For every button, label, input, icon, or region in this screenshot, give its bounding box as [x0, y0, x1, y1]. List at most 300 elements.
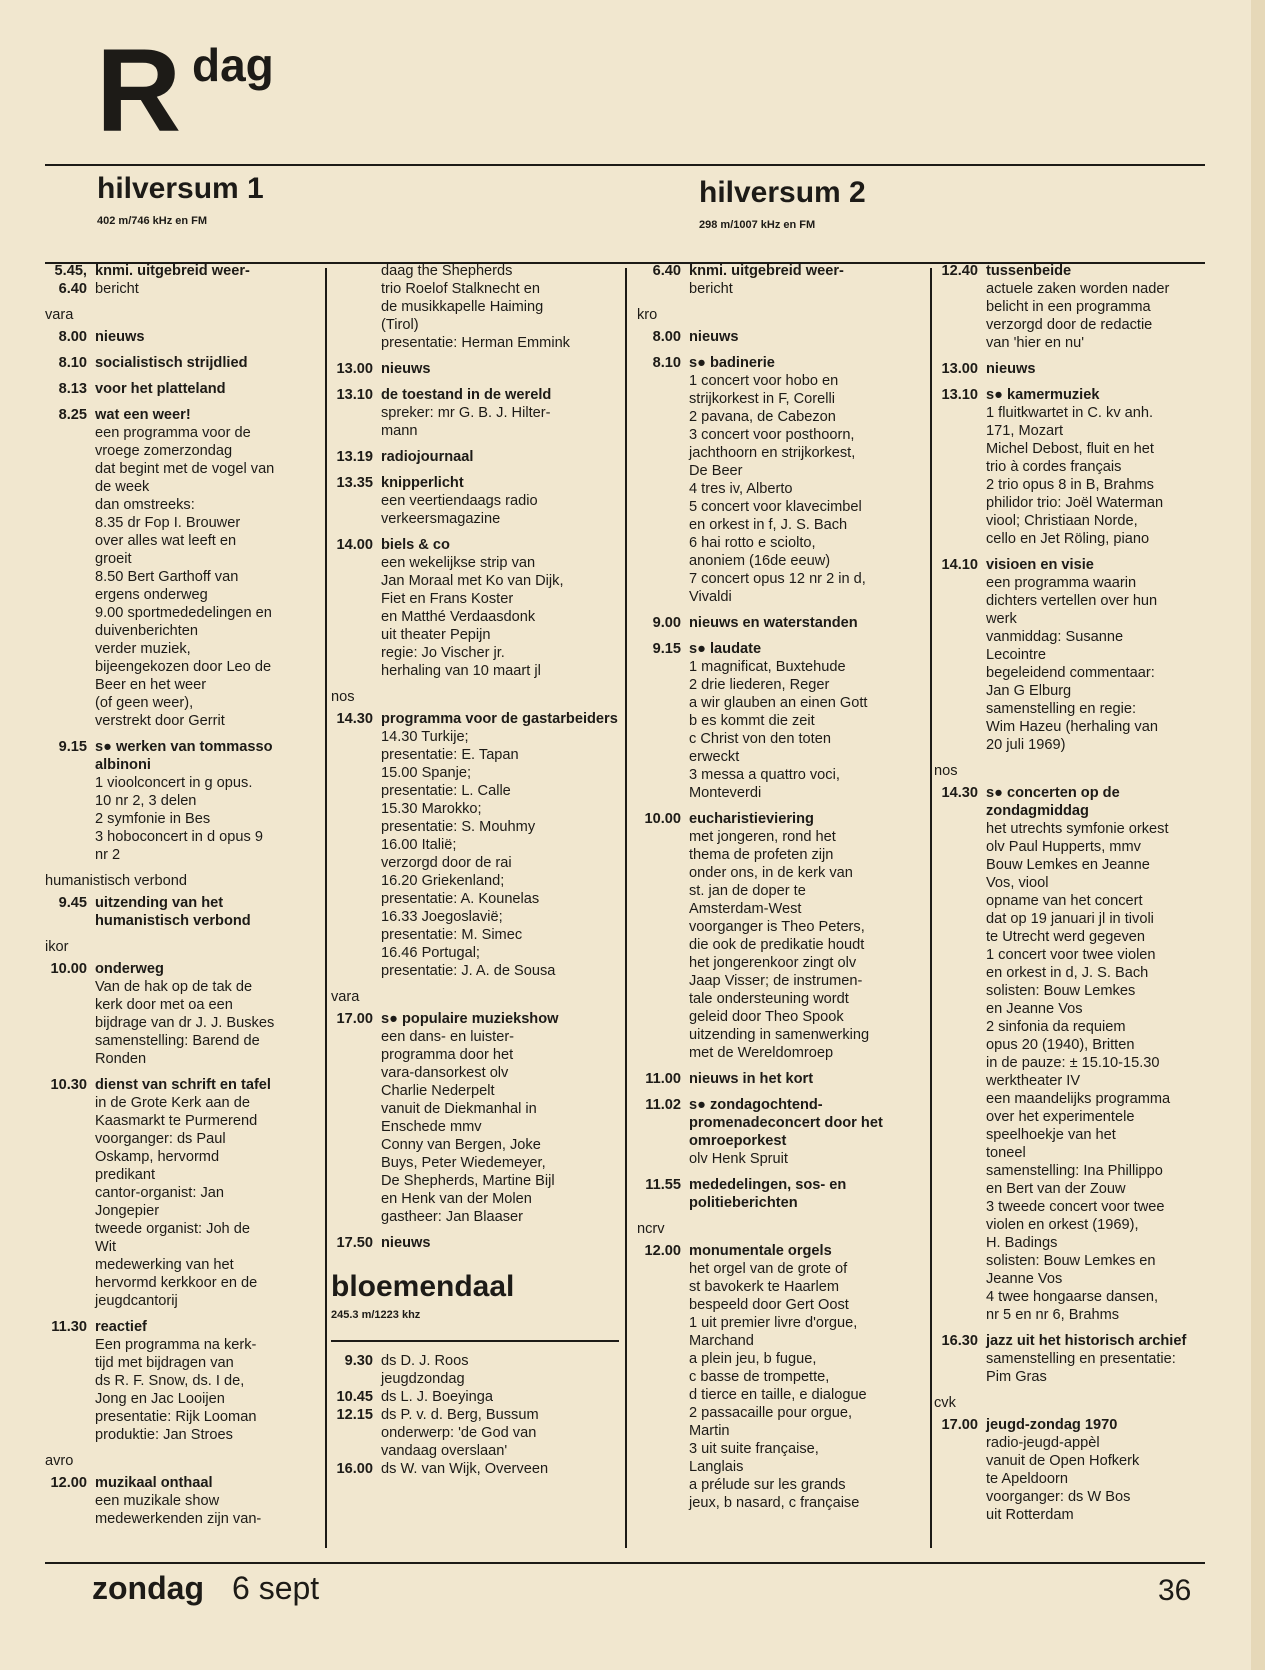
program-title: socialistisch strijdlied — [95, 355, 248, 371]
program-detail: ds W. van Wijk, Overveen — [381, 1461, 549, 1477]
program-detail: tijd met bijdragen van — [95, 1355, 234, 1371]
program-body — [681, 1176, 925, 1212]
program-entry — [331, 1234, 619, 1252]
program-body — [87, 960, 317, 1068]
program-body — [373, 536, 619, 680]
program-title: voor het platteland — [95, 381, 226, 397]
program-title: knipperlicht — [381, 475, 464, 491]
program-detail: Martin — [689, 1423, 730, 1439]
program-detail: 2 drie liederen, Reger — [689, 677, 830, 693]
program-detail: jeugdcantorij — [95, 1293, 178, 1309]
program-entry — [637, 354, 925, 606]
program-title: s● kamermuziek — [986, 387, 1100, 403]
program-detail: strijkorkest in F, Corelli — [689, 391, 835, 407]
program-body — [978, 1416, 1206, 1524]
program-detail: 16.33 Joegoslavië; — [381, 909, 503, 925]
program-body — [373, 386, 619, 440]
program-detail: verstrekt door Gerrit — [95, 713, 225, 729]
program-detail: a wir glauben an einen Gott — [689, 695, 868, 711]
program-entry — [637, 1070, 925, 1088]
program-title: monumentale orgels — [689, 1243, 832, 1259]
program-detail: 4 twee hongaarse dansen, — [986, 1289, 1159, 1305]
program-body — [373, 360, 619, 378]
program-detail: Van de hak op de tak de — [95, 979, 253, 995]
program-detail: viool; Christiaan Norde, — [986, 513, 1138, 529]
network-label: cvk — [934, 1395, 956, 1411]
program-body — [87, 738, 317, 864]
program-body — [681, 354, 925, 606]
program-detail: Jongepier — [95, 1203, 160, 1219]
program-detail: st bavokerk te Haarlem — [689, 1279, 840, 1295]
program-column-4 — [934, 262, 1206, 1532]
program-detail: ds L. J. Boeyinga — [381, 1389, 493, 1405]
program-detail: geleid door Theo Spook — [689, 1009, 844, 1025]
program-detail: presentatie: Herman Emmink — [381, 335, 570, 351]
program-entry — [934, 1416, 1206, 1524]
program-detail: jeugdzondag — [381, 1371, 465, 1387]
program-detail: voorganger is Theo Peters, — [689, 919, 865, 935]
program-detail: Kaasmarkt te Purmerend — [95, 1113, 258, 1129]
network-label: vara — [331, 989, 360, 1005]
program-detail: Bouw Lemkes en Jeanne — [986, 857, 1150, 873]
program-time — [331, 262, 373, 352]
program-detail: 8.50 Bert Garthoff van — [95, 569, 239, 585]
program-entry — [331, 262, 619, 352]
program-title: nieuws — [689, 329, 739, 345]
program-detail: 7 concert opus 12 nr 2 in d, — [689, 571, 866, 587]
program-time: 5.45, 6.40 — [54, 263, 87, 297]
program-detail: 16.00 Italië; — [381, 837, 457, 853]
program-detail: samenstelling en regie: — [986, 701, 1137, 717]
program-entry — [331, 536, 619, 680]
program-detail: van 'hier en nu' — [986, 335, 1085, 351]
program-detail: de musikkapelle Haiming — [381, 299, 544, 315]
program-detail: 15.30 Marokko; — [381, 801, 482, 817]
program-title: de toestand in de wereld — [381, 387, 552, 403]
program-time: 14.30 — [336, 711, 373, 727]
program-time: 13.19 — [336, 449, 373, 465]
program-detail: presentatie: J. A. de Sousa — [381, 963, 556, 979]
program-detail: 20 juli 1969) — [986, 737, 1066, 753]
program-detail: anoniem (16de eeuw) — [689, 553, 831, 569]
program-title: knmi. uitgebreid weer- — [689, 263, 844, 279]
program-detail: nr 2 — [95, 847, 121, 863]
program-detail: begeleidend commentaar: — [986, 665, 1155, 681]
program-body — [87, 406, 317, 730]
program-body — [681, 1242, 925, 1512]
program-detail: 10 nr 2, 3 delen — [95, 793, 197, 809]
program-detail: Jaap Visser; de instrumen- — [689, 973, 863, 989]
program-detail: en orkest in f, J. S. Bach — [689, 517, 848, 533]
program-detail: verzorgd door de rai — [381, 855, 512, 871]
program-time: 13.00 — [336, 361, 373, 377]
program-body — [373, 710, 619, 980]
program-detail: Ronden — [95, 1051, 147, 1067]
program-detail: Jan Moraal met Ko van Dijk, — [381, 573, 564, 589]
program-time: 11.55 — [645, 1177, 681, 1193]
program-body — [373, 1352, 619, 1388]
program-entry — [331, 474, 619, 528]
program-body — [978, 556, 1206, 754]
program-detail: solisten: Bouw Lemkes en — [986, 1253, 1156, 1269]
program-detail: hervormd kerkkoor en de — [95, 1275, 258, 1291]
program-detail: presentatie: Rijk Looman — [95, 1409, 257, 1425]
program-time: 8.25 — [58, 407, 87, 423]
program-body — [978, 784, 1206, 1324]
program-detail: opus 20 (1940), Britten — [986, 1037, 1135, 1053]
program-detail: Buys, Peter Wiedemeyer, — [381, 1155, 546, 1171]
program-detail: daag the Shepherds — [381, 263, 513, 279]
program-detail: (Tirol) — [381, 317, 419, 333]
program-detail: programma door het — [381, 1047, 514, 1063]
program-detail: Jong en Jac Looijen — [95, 1391, 225, 1407]
program-detail: ergens onderweg — [95, 587, 208, 603]
program-body — [681, 640, 925, 802]
program-detail: trio Roelof Stalknecht en — [381, 281, 540, 297]
program-detail: presentatie: E. Tapan — [381, 747, 519, 763]
program-detail: 1 uit premier livre d'orgue, — [689, 1315, 858, 1331]
program-title: s● laudate — [689, 641, 762, 657]
program-detail: verder muziek, — [95, 641, 191, 657]
program-detail: Marchand — [689, 1333, 754, 1349]
column-divider — [930, 268, 932, 1548]
program-detail: uitzending in samenwerking — [689, 1027, 870, 1043]
program-detail: 3 concert voor posthoorn, — [689, 427, 855, 443]
program-time: 12.00 — [644, 1243, 681, 1259]
program-detail: 2 trio opus 8 in B, Brahms — [986, 477, 1154, 493]
program-time: 9.15 — [652, 641, 681, 657]
program-detail: 2 passacaille pour orgue, — [689, 1405, 853, 1421]
program-title: eucharistieviering — [689, 811, 814, 827]
program-detail: de week — [95, 479, 150, 495]
program-time: 16.00 — [336, 1461, 373, 1477]
column-divider — [625, 268, 627, 1548]
program-detail: toneel — [986, 1145, 1026, 1161]
program-detail: bericht — [689, 281, 733, 297]
program-time: 13.10 — [941, 387, 978, 403]
program-title: uitzending van het humanistisch verbond — [95, 895, 251, 929]
page-edge — [1251, 0, 1265, 1670]
program-detail: 6 hai rotto e sciolto, — [689, 535, 816, 551]
program-body — [681, 810, 925, 1062]
program-title: tussenbeide — [986, 263, 1072, 279]
program-body — [87, 894, 317, 930]
program-detail: vanuit de Open Hofkerk — [986, 1453, 1140, 1469]
program-body — [681, 328, 925, 346]
program-detail: cello en Jet Röling, piano — [986, 531, 1150, 547]
program-detail: en Matthé Verdaasdonk — [381, 609, 536, 625]
program-detail: Lecointre — [986, 647, 1047, 663]
header-letter: R — [96, 25, 178, 157]
program-detail: een maandelijks programma — [986, 1091, 1171, 1107]
program-detail: in de pauze: ± 15.10-15.30 — [986, 1055, 1160, 1071]
program-detail: De Shepherds, Martine Bijl — [381, 1173, 555, 1189]
program-title: nieuws in het kort — [689, 1071, 814, 1087]
program-detail: presentatie: M. Simec — [381, 927, 523, 943]
program-time: 13.10 — [336, 387, 373, 403]
program-detail: samenstelling: Ina Phillippo — [986, 1163, 1163, 1179]
program-detail: cantor-organist: Jan — [95, 1185, 224, 1201]
program-entry — [331, 386, 619, 440]
program-detail: presentatie: L. Calle — [381, 783, 511, 799]
program-detail: ds P. v. d. Berg, Bussum — [381, 1407, 539, 1423]
program-time: 11.30 — [51, 1319, 87, 1335]
program-detail: vanmiddag: Susanne — [986, 629, 1124, 645]
program-detail: werk — [986, 611, 1017, 627]
program-entry — [934, 1332, 1206, 1386]
program-body — [681, 614, 925, 632]
program-column-3 — [637, 262, 925, 1520]
program-entry — [45, 738, 317, 864]
program-detail: ds R. F. Snow, ds. I de, — [95, 1373, 245, 1389]
program-detail: Amsterdam-West — [689, 901, 802, 917]
program-entry — [934, 360, 1206, 378]
program-detail: onder ons, in de kerk van — [689, 865, 853, 881]
program-title: muzikaal onthaal — [95, 1475, 213, 1491]
program-time: 10.00 — [50, 961, 87, 977]
program-detail: en orkest in d, J. S. Bach — [986, 965, 1149, 981]
program-entry — [45, 1076, 317, 1310]
program-detail: 8.35 dr Fop I. Brouwer — [95, 515, 241, 531]
program-detail: die ook de predikatie houdt — [689, 937, 865, 953]
program-detail: jachthoorn en strijkorkest, — [689, 445, 856, 461]
network-label: avro — [45, 1453, 74, 1469]
program-detail: uit theater Pepijn — [381, 627, 491, 643]
program-detail: te Apeldoorn — [986, 1471, 1068, 1487]
program-entry — [637, 614, 925, 632]
network-label: vara — [45, 307, 74, 323]
program-detail: met jongeren, rond het — [689, 829, 836, 845]
program-detail: presentatie: A. Kounelas — [381, 891, 540, 907]
program-title: programma voor de gastarbeiders — [381, 711, 618, 727]
program-time: 8.00 — [652, 329, 681, 345]
program-detail: verzorgd door de redactie — [986, 317, 1153, 333]
program-detail: spreker: mr G. B. J. Hilter- — [381, 405, 551, 421]
program-time: 9.45 — [58, 895, 87, 911]
program-title: radiojournaal — [381, 449, 474, 465]
program-title: nieuws en waterstanden — [689, 615, 858, 631]
program-body — [978, 360, 1206, 378]
program-detail: c Christ von den toten — [689, 731, 831, 747]
program-time: 8.13 — [58, 381, 87, 397]
program-detail: 14.30 Turkije; — [381, 729, 469, 745]
program-body — [373, 1010, 619, 1226]
station-name-bloemendaal: bloemendaal — [331, 1270, 515, 1303]
program-entry — [331, 448, 619, 466]
program-detail: duivenberichten — [95, 623, 199, 639]
program-detail: gastheer: Jan Blaaser — [381, 1209, 523, 1225]
program-time: 14.10 — [941, 557, 978, 573]
network-label: kro — [637, 307, 658, 323]
program-detail: 1 concert voor twee violen — [986, 947, 1156, 963]
program-time: 14.30 — [941, 785, 978, 801]
program-time: 10.45 — [336, 1389, 373, 1405]
program-detail: een veertiendaags radio — [381, 493, 538, 509]
program-detail: d tierce en taille, e dialogue — [689, 1387, 867, 1403]
program-detail: bijeengekozen door Leo de — [95, 659, 272, 675]
program-entry — [45, 380, 317, 398]
program-body — [681, 262, 925, 298]
program-detail: actuele zaken worden nader — [986, 281, 1170, 297]
program-title: s● concerten op de zondagmiddag — [986, 785, 1120, 819]
program-detail: een muzikale show — [95, 1493, 220, 1509]
program-detail: en Jeanne Vos — [986, 1001, 1083, 1017]
program-detail: 9.00 sportmededelingen en — [95, 605, 272, 621]
program-time: 12.15 — [336, 1407, 373, 1423]
program-detail: erweckt — [689, 749, 740, 765]
program-detail: 1 concert voor hobo en — [689, 373, 839, 389]
program-detail: Fiet en Frans Koster — [381, 591, 514, 607]
program-detail: voorganger: ds Paul — [95, 1131, 226, 1147]
network-label: ncrv — [637, 1221, 665, 1237]
program-detail: een programma voor de — [95, 425, 251, 441]
program-entry — [934, 262, 1206, 352]
program-detail: vanuit de Diekmanhal in — [381, 1101, 537, 1117]
program-detail: verkeersmagazine — [381, 511, 501, 527]
program-detail: bespeeld door Gert Oost — [689, 1297, 849, 1313]
program-entry — [45, 894, 317, 930]
program-detail: Wim Hazeu (herhaling van — [986, 719, 1158, 735]
program-title: nieuws — [95, 329, 145, 345]
program-detail: over het experimentele — [986, 1109, 1135, 1125]
program-detail: mann — [381, 423, 418, 439]
program-body — [373, 1406, 619, 1460]
program-time: 10.30 — [50, 1077, 87, 1093]
program-detail: 4 tres iv, Alberto — [689, 481, 793, 497]
program-detail: Enschede mmv — [381, 1119, 482, 1135]
program-detail: 2 sinfonia da requiem — [986, 1019, 1126, 1035]
program-body — [373, 1460, 619, 1478]
program-time: 17.00 — [941, 1417, 978, 1433]
program-detail: 3 messa a quattro voci, — [689, 767, 840, 783]
program-detail: olv Paul Hupperts, mmv — [986, 839, 1141, 855]
program-title: onderweg — [95, 961, 164, 977]
program-detail: Langlais — [689, 1459, 744, 1475]
program-column-2 — [331, 262, 619, 1478]
program-entry — [45, 354, 317, 372]
program-detail: Oskamp, hervormd — [95, 1149, 220, 1165]
program-detail: onderwerp: 'de God van — [381, 1425, 537, 1441]
program-time: 13.35 — [336, 475, 373, 491]
program-time: 14.00 — [336, 537, 373, 553]
program-entry — [637, 1242, 925, 1512]
program-entry — [637, 262, 925, 298]
program-detail: medewerkenden zijn van- — [95, 1511, 262, 1527]
program-detail: vandaag overslaan' — [381, 1443, 508, 1459]
program-body — [373, 448, 619, 466]
program-time: 12.40 — [941, 263, 978, 279]
program-time: 13.00 — [941, 361, 978, 377]
program-detail: dat op 19 januari jl in tivoli — [986, 911, 1154, 927]
program-detail: dan omstreeks: — [95, 497, 195, 513]
station-name-hilversum-2: hilversum 2 — [699, 176, 866, 209]
program-detail: st. jan de doper te — [689, 883, 806, 899]
program-detail: a plein jeu, b fugue, — [689, 1351, 817, 1367]
program-body — [681, 1070, 925, 1088]
program-detail: radio-jeugd-appèl — [986, 1435, 1100, 1451]
program-entry — [45, 1474, 317, 1528]
program-body — [373, 1388, 619, 1406]
program-detail: Vivaldi — [689, 589, 732, 605]
program-detail: te Utrecht werd gegeven — [986, 929, 1145, 945]
program-time: 8.10 — [58, 355, 87, 371]
program-entry — [331, 710, 619, 980]
program-entry — [637, 640, 925, 802]
footer-day: zondag — [92, 1570, 204, 1606]
program-body — [87, 1474, 317, 1528]
column-divider — [325, 268, 327, 1548]
program-body — [373, 474, 619, 528]
bloemendaal-entry — [331, 1352, 619, 1388]
program-entry — [934, 386, 1206, 548]
program-detail: vroege zomerzondag — [95, 443, 233, 459]
program-detail: De Beer — [689, 463, 743, 479]
program-body — [978, 386, 1206, 548]
program-detail: uit Rotterdam — [986, 1507, 1074, 1523]
station-name-hilversum-1: hilversum 1 — [97, 172, 264, 205]
program-entry — [45, 1318, 317, 1444]
program-title: knmi. uitgebreid weer- — [95, 263, 250, 279]
program-detail: presentatie: S. Mouhmy — [381, 819, 536, 835]
program-detail: een programma waarin — [986, 575, 1137, 591]
program-title: s● populaire muziekshow — [381, 1011, 559, 1027]
program-body — [373, 1234, 619, 1252]
program-detail: thema de profeten zijn — [689, 847, 834, 863]
program-title: jazz uit het historisch archief — [986, 1333, 1187, 1349]
program-detail: jeux, b nasard, c française — [689, 1495, 860, 1511]
network-label: ikor — [45, 939, 69, 955]
program-detail: bericht — [95, 281, 139, 297]
program-detail: het utrechts symfonie orkest — [986, 821, 1169, 837]
program-entry — [331, 1010, 619, 1226]
program-body — [978, 262, 1206, 352]
program-detail: en Bert van der Zouw — [986, 1181, 1126, 1197]
network-label: nos — [934, 763, 958, 779]
program-detail: philidor trio: Joël Waterman — [986, 495, 1164, 511]
bottom-rule — [45, 1562, 1205, 1564]
program-time: 17.00 — [336, 1011, 373, 1027]
program-time: 8.00 — [58, 329, 87, 345]
program-detail: Vos, viool — [986, 875, 1049, 891]
program-detail: een wekelijkse strip van — [381, 555, 536, 571]
program-detail: in de Grote Kerk aan de — [95, 1095, 250, 1111]
program-detail: 5 concert voor klavecimbel — [689, 499, 862, 515]
program-entry — [637, 1176, 925, 1212]
program-entry — [637, 810, 925, 1062]
program-body — [373, 262, 619, 352]
program-detail: over alles wat leeft en — [95, 533, 237, 549]
bloemendaal-rule — [331, 1340, 619, 1342]
program-entry — [45, 406, 317, 730]
program-detail: 2 pavana, de Cabezon — [689, 409, 836, 425]
program-time: 16.30 — [941, 1333, 978, 1349]
program-body — [681, 1096, 925, 1168]
program-detail: Beer en het weer — [95, 677, 207, 693]
program-title: biels & co — [381, 537, 450, 553]
network-label: nos — [331, 689, 355, 705]
bloemendaal-section — [331, 1270, 619, 1478]
program-title: mededelingen, sos- en politieberichten — [689, 1177, 847, 1211]
program-entry — [45, 328, 317, 346]
program-detail: produktie: Jan Stroes — [95, 1427, 233, 1443]
program-detail: voorganger: ds W Bos — [986, 1489, 1131, 1505]
program-detail: Jeanne Vos — [986, 1271, 1063, 1287]
program-title: s● badinerie — [689, 355, 775, 371]
program-time: 8.10 — [652, 355, 681, 371]
program-detail: Pim Gras — [986, 1369, 1047, 1385]
program-detail: groeit — [95, 551, 132, 567]
program-detail: violen en orkest (1969), — [986, 1217, 1139, 1233]
